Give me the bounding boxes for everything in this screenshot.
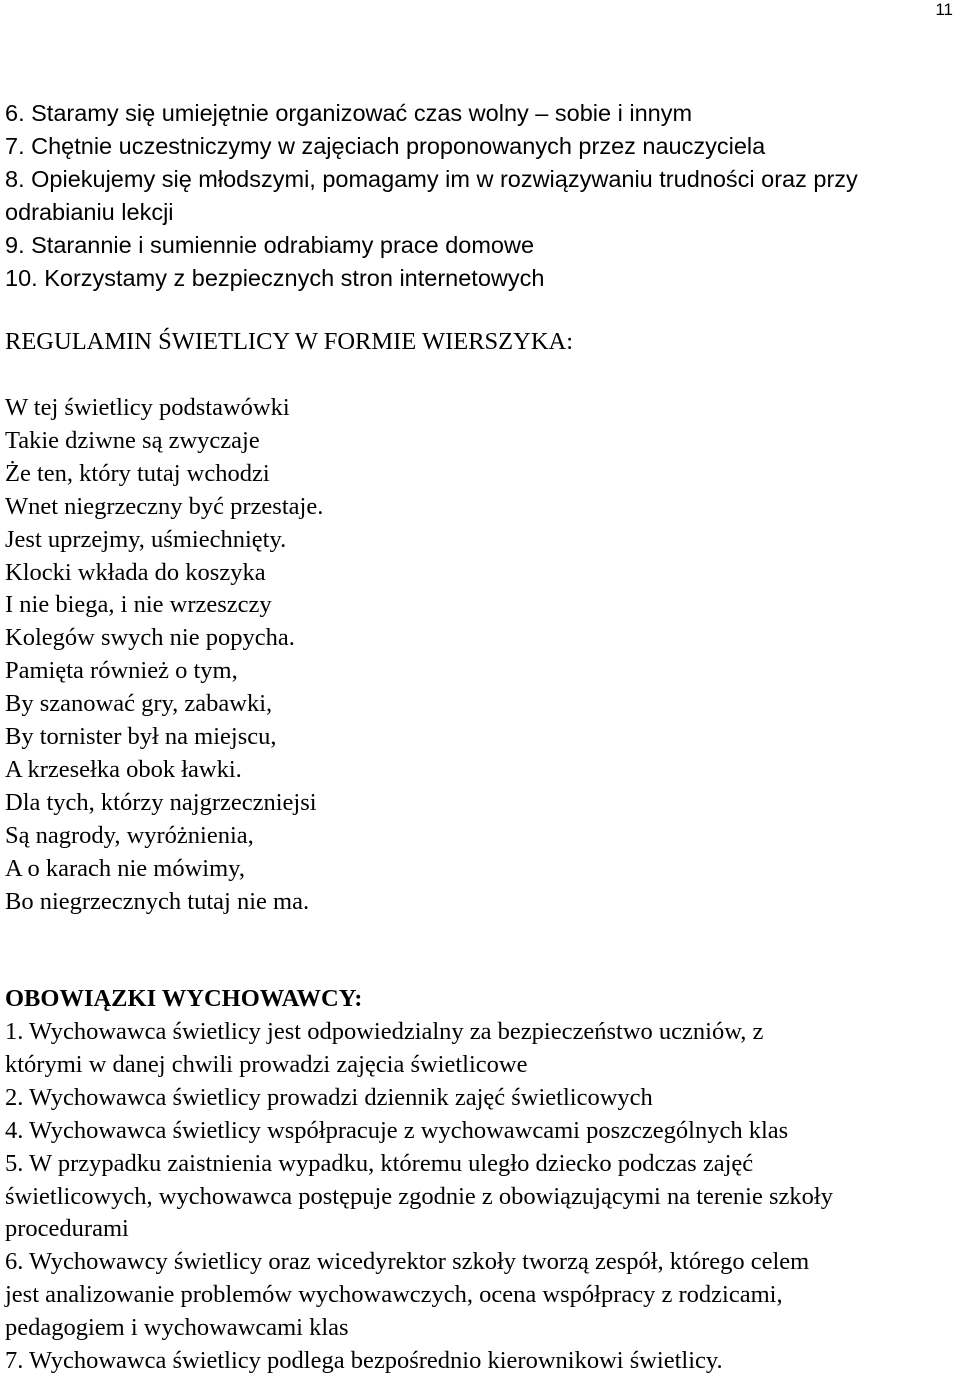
poem-line: By tornister był na miejscu, — [5, 723, 277, 751]
rules-list-line: 9. Starannie i sumiennie odrabiamy prace domowe — [5, 231, 535, 258]
poem — [5, 392, 323, 919]
poem-line: Klocki wkłada do koszyka — [5, 558, 266, 586]
rules-list-line: 10. Korzystamy z bezpiecznych stron internetowych — [5, 264, 545, 291]
poem-line: Jest uprzejmy, uśmiechnięty. — [5, 525, 287, 553]
rules-list-line: 7. Chętnie uczestniczymy w zajęciach proponowanych przez nauczyciela — [5, 132, 766, 159]
duties-list-line: procedurami — [5, 1215, 129, 1243]
duties-list-line: świetlicowych, wychowawca postępuje zgodnie z obowiązującymi na terenie szkoły — [5, 1182, 833, 1210]
poem-line: Kolegów swych nie popycha. — [5, 624, 295, 652]
duties-list-line: 2. Wychowawca świetlicy prowadzi dziennik zajęć świetlicowych — [5, 1083, 653, 1111]
poem-line: Pamięta również o tym, — [5, 657, 238, 685]
poem-line: Bo niegrzecznych tutaj nie ma. — [5, 887, 310, 915]
poem-line: A o karach nie mówimy, — [5, 854, 245, 882]
rules-list-line: odrabianiu lekcji — [5, 198, 174, 225]
poem-title: REGULAMIN ŚWIETLICY W FORMIE WIERSZYKA: — [5, 328, 574, 355]
duties-list-line: 6. Wychowawcy świetlicy oraz wicedyrektor szkoły tworzą zespół, którego celem — [5, 1248, 810, 1276]
duties-list-line: 5. W przypadku zaistnienia wypadku, któremu uległo dziecko podczas zajęć — [5, 1149, 754, 1177]
poem-line: Dla tych, którzy najgrzeczniejsi — [5, 788, 317, 816]
duties-list-line: 1. Wychowawca świetlicy jest odpowiedzialny za bezpieczeństwo uczniów, z — [5, 1018, 764, 1045]
rules-list — [5, 97, 858, 294]
poem-line: A krzesełka obok ławki. — [5, 755, 242, 783]
rules-list-line: 8. Opiekujemy się młodszymi, pomagamy im w rozwiązywaniu trudności oraz przy — [5, 165, 858, 192]
poem-line: Takie dziwne są zwyczaje — [5, 426, 260, 454]
duties-list-line: 4. Wychowawca świetlicy współpracuje z wychowawcami poszczególnych klas — [5, 1116, 789, 1144]
page-number: 11 — [935, 0, 953, 19]
poem-line: W tej świetlicy podstawówki — [5, 394, 290, 421]
duties-list-line: pedagogiem i wychowawcami klas — [5, 1314, 349, 1342]
poem-line: Wnet niegrzeczny być przestaje. — [5, 492, 324, 520]
duties-list-line: jest analizowanie problemów wychowawczych, ocena współpracy z rodzicami, — [5, 1281, 783, 1309]
duties-list — [5, 1016, 833, 1378]
poem-line: Są nagrody, wyróżnienia, — [5, 821, 254, 849]
poem-line: I nie biega, i nie wrzeszczy — [5, 591, 272, 619]
duties-list-line: 7. Wychowawca świetlicy podlega bezpośrednio kierownikowi świetlicy. — [5, 1347, 723, 1375]
poem-line: Że ten, który tutaj wchodzi — [5, 459, 270, 487]
duties-title: OBOWIĄZKI WYCHOWAWCY: — [5, 985, 363, 1012]
poem-line: By szanować gry, zabawki, — [5, 690, 273, 718]
rules-list-line: 6. Staramy się umiejętnie organizować czas wolny – sobie i innym — [5, 100, 693, 126]
duties-list-line: którymi w danej chwili prowadzi zajęcia świetlicowe — [5, 1050, 528, 1078]
